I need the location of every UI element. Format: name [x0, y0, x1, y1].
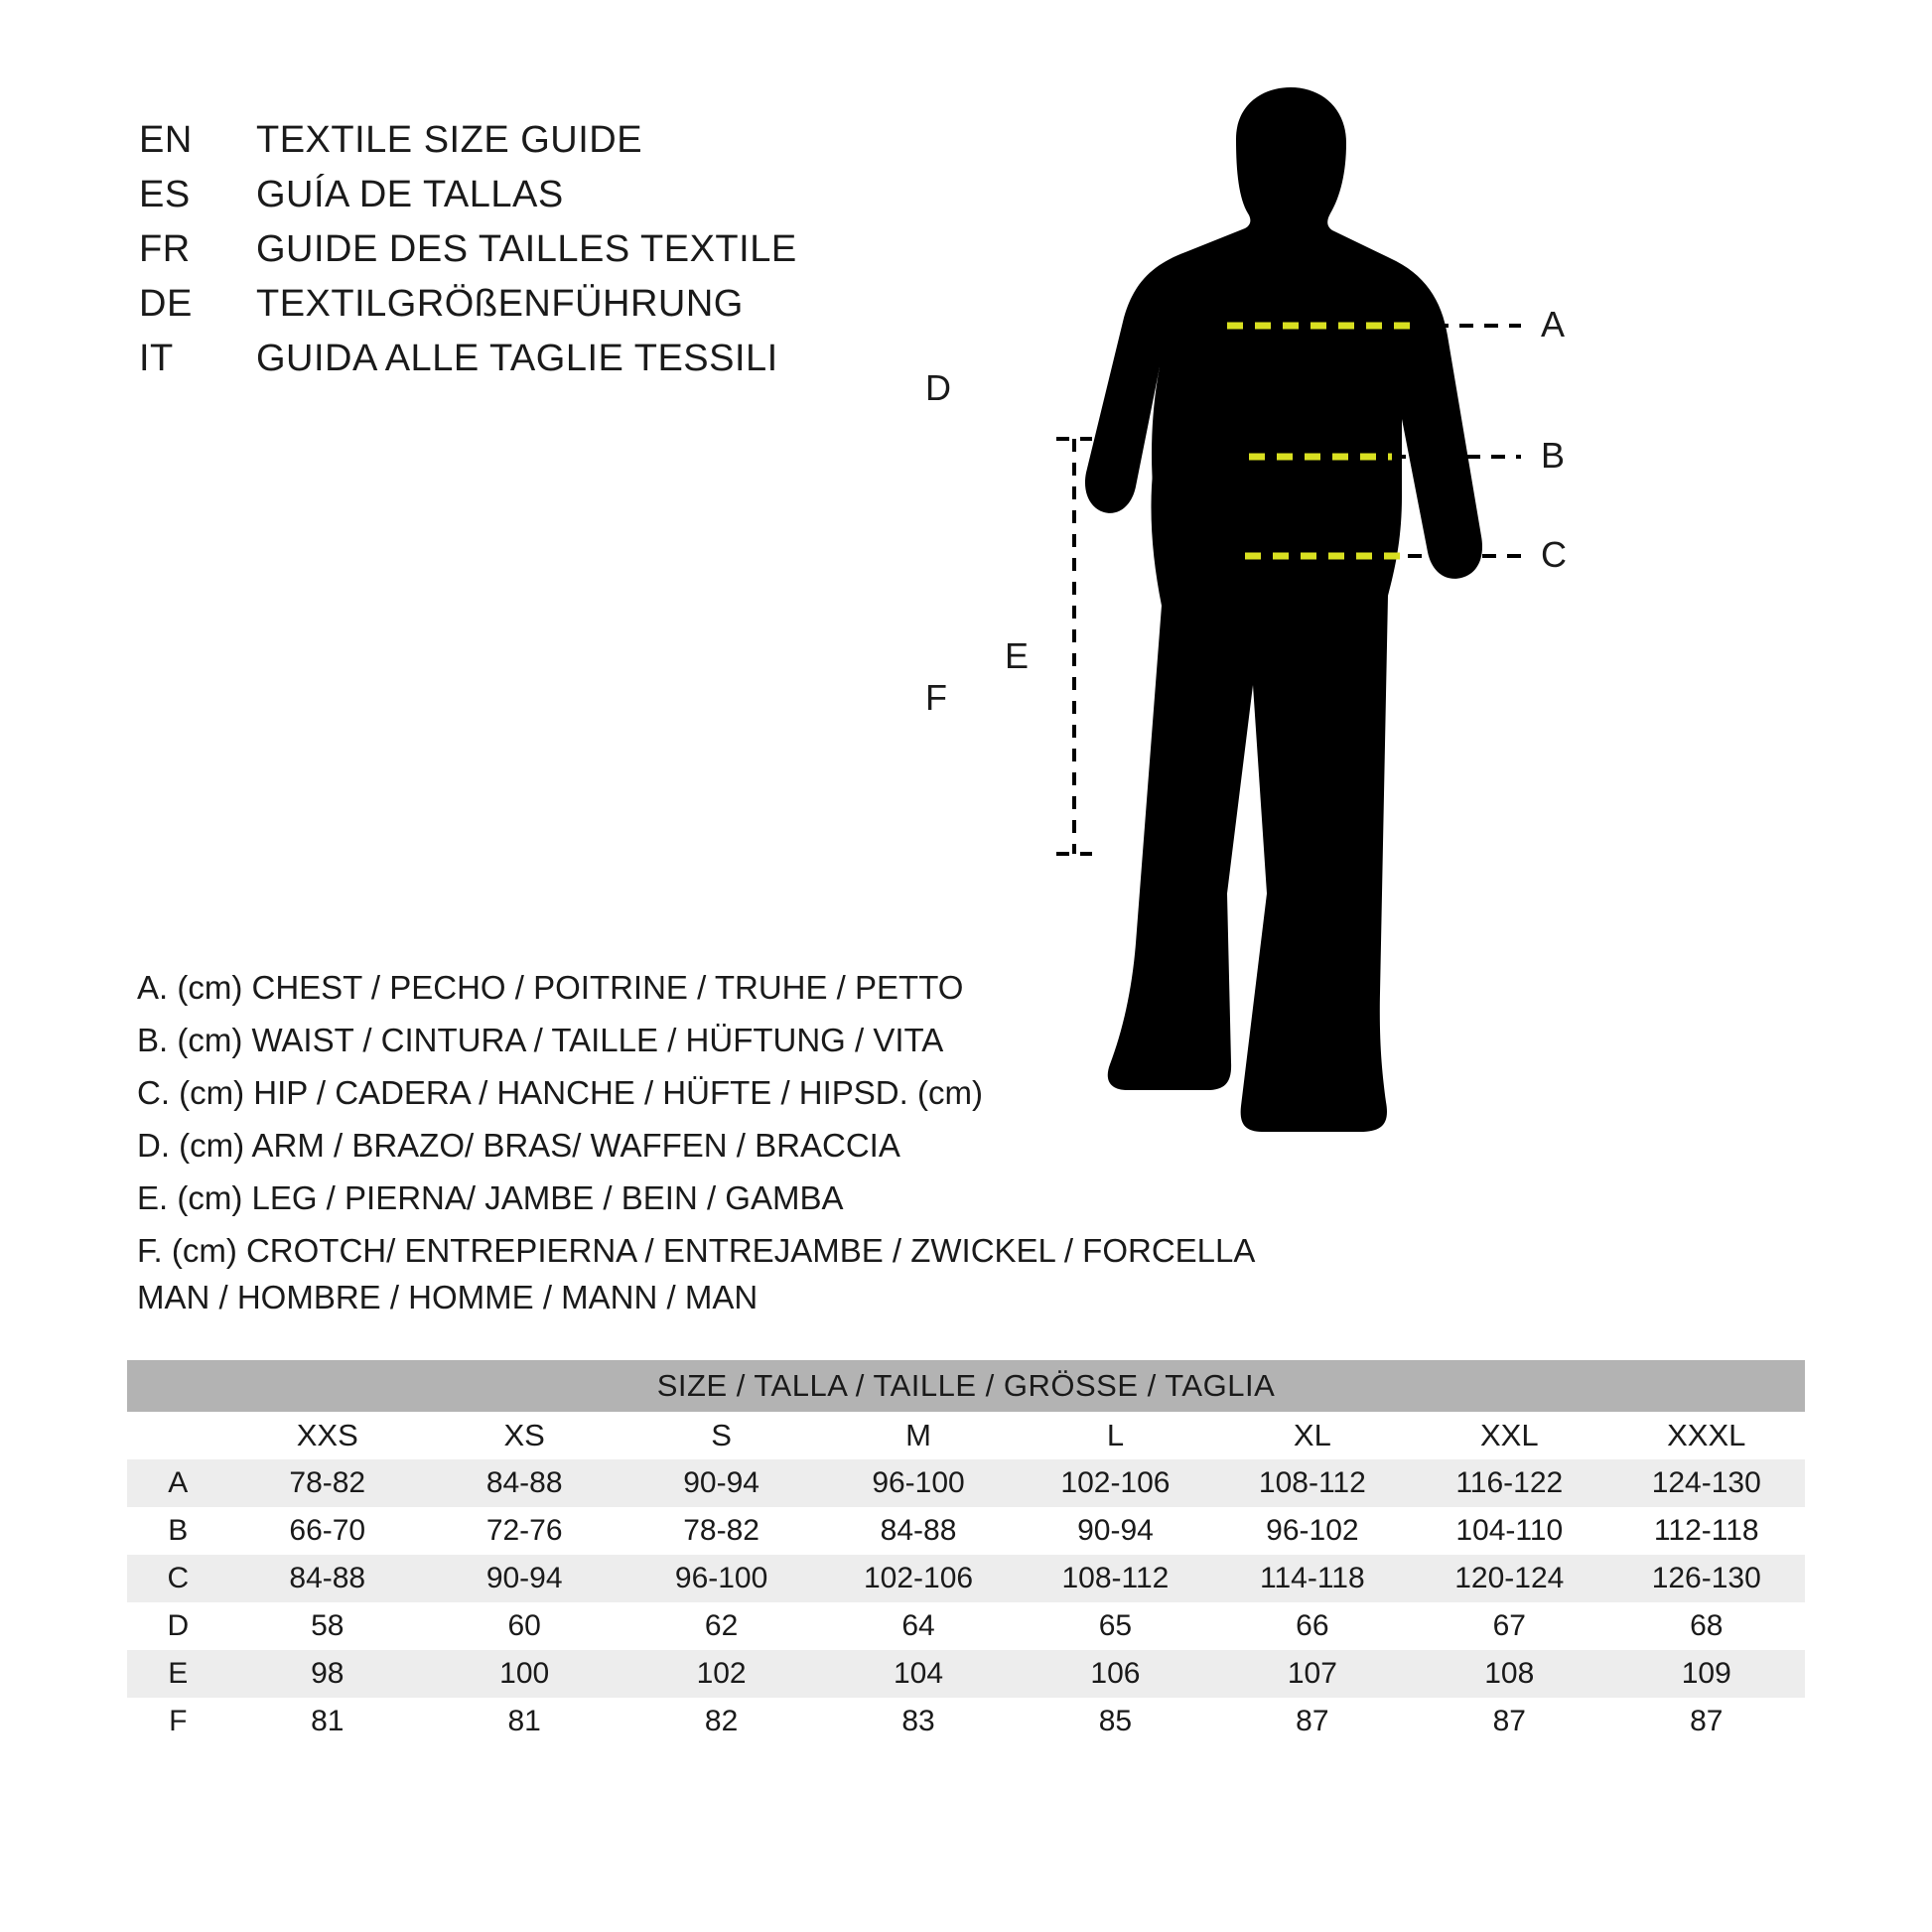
table-cell: 102-106: [1017, 1459, 1213, 1507]
title-block: [139, 119, 913, 392]
title-text: GUÍA DE TALLAS: [256, 174, 564, 215]
size-header-cell: XS: [426, 1412, 622, 1459]
table-cell: 124-130: [1608, 1459, 1806, 1507]
table-cell: 114-118: [1214, 1555, 1411, 1602]
legend-item: E. (cm) LEG / PIERNA/ JAMBE / BEIN / GAMBA: [137, 1179, 844, 1216]
table-cell: 106: [1017, 1650, 1213, 1698]
table-cell: 67: [1411, 1602, 1607, 1650]
table-cell: 120-124: [1411, 1555, 1607, 1602]
title-lang-code: EN: [139, 119, 193, 161]
size-header-cell: XXL: [1411, 1412, 1607, 1459]
size-table: [127, 1360, 1805, 1745]
size-table-wrapper: [127, 1360, 1805, 1745]
legend-item: B. (cm) WAIST / CINTURA / TAILLE / HÜFTUNG / VITA: [137, 1022, 944, 1058]
table-cell: 107: [1214, 1650, 1411, 1698]
table-cell: 64: [820, 1602, 1017, 1650]
title-lang-code: FR: [139, 228, 191, 270]
table-cell: 87: [1608, 1698, 1806, 1745]
table-cell: 81: [426, 1698, 622, 1745]
size-header-cell: XXS: [229, 1412, 426, 1459]
table-row: [127, 1602, 1805, 1650]
table-cell: 90-94: [426, 1555, 622, 1602]
table-row: [127, 1650, 1805, 1698]
table-row: [127, 1507, 1805, 1555]
title-row: [139, 228, 913, 271]
table-cell: 87: [1214, 1698, 1411, 1745]
table-cell: 98: [229, 1650, 426, 1698]
table-cell: 109: [1608, 1650, 1806, 1698]
table-cell: 66-70: [229, 1507, 426, 1555]
row-label: C: [127, 1555, 229, 1602]
callout-label-a: A: [1541, 304, 1566, 345]
title-text: TEXTILGRÖßENFÜHRUNG: [256, 283, 744, 325]
table-cell: 104-110: [1411, 1507, 1607, 1555]
row-label: F: [127, 1698, 229, 1745]
title-row: [139, 119, 913, 162]
row-label: A: [127, 1459, 229, 1507]
table-header-title: SIZE / TALLA / TAILLE / GRÖSSE / TAGLIA: [656, 1368, 1276, 1403]
table-cell: 85: [1017, 1698, 1213, 1745]
table-cell: 90-94: [622, 1459, 819, 1507]
title-row: [139, 174, 913, 216]
table-cell: 108-112: [1214, 1459, 1411, 1507]
table-cell: 78-82: [622, 1507, 819, 1555]
table-cell: 78-82: [229, 1459, 426, 1507]
size-header-cell: L: [1017, 1412, 1213, 1459]
size-header-cell: XXXL: [1608, 1412, 1806, 1459]
row-label: E: [127, 1650, 229, 1698]
title-text: GUIDE DES TAILLES TEXTILE: [256, 228, 797, 270]
table-cell: 108-112: [1017, 1555, 1213, 1602]
size-header-cell: S: [622, 1412, 819, 1459]
gender-label: MAN / HOMBRE / HOMME / MANN / MAN: [137, 1279, 759, 1315]
table-cell: 81: [229, 1698, 426, 1745]
legend-block: [137, 969, 1256, 1287]
title-row: [139, 338, 913, 380]
table-cell: 96-100: [820, 1459, 1017, 1507]
table-cell: 60: [426, 1602, 622, 1650]
table-cell: 84-88: [820, 1507, 1017, 1555]
table-cell: 100: [426, 1650, 622, 1698]
size-header-cell: M: [820, 1412, 1017, 1459]
dimension-label-d: D: [925, 367, 951, 408]
table-cell: 96-100: [622, 1555, 819, 1602]
size-header-cell: XL: [1214, 1412, 1411, 1459]
table-cell: 68: [1608, 1602, 1806, 1650]
table-cell: 87: [1411, 1698, 1607, 1745]
dimension-label-e: E: [1005, 635, 1030, 676]
table-cell: 96-102: [1214, 1507, 1411, 1555]
title-text: TEXTILE SIZE GUIDE: [256, 119, 643, 161]
row-label: B: [127, 1507, 229, 1555]
table-cell: 66: [1214, 1602, 1411, 1650]
table-cell: 126-130: [1608, 1555, 1806, 1602]
table-row: [127, 1459, 1805, 1507]
table-size-row: [127, 1412, 1805, 1459]
table-cell: 72-76: [426, 1507, 622, 1555]
table-row: [127, 1698, 1805, 1745]
table-cell: 104: [820, 1650, 1017, 1698]
legend-item: D. (cm) ARM / BRAZO/ BRAS/ WAFFEN / BRACCIA: [137, 1127, 900, 1164]
table-cell: 62: [622, 1602, 819, 1650]
table-cell: 108: [1411, 1650, 1607, 1698]
legend-item: C. (cm) HIP / CADERA / HANCHE / HÜFTE / HIPSD. (cm): [137, 1074, 983, 1111]
table-cell: 58: [229, 1602, 426, 1650]
title-text: GUIDA ALLE TAGLIE TESSILI: [256, 338, 778, 379]
title-lang-code: DE: [139, 283, 193, 325]
table-cell: 102: [622, 1650, 819, 1698]
callout-label-c: C: [1541, 534, 1567, 575]
title-lang-code: IT: [139, 338, 174, 379]
title-row: [139, 283, 913, 326]
table-row: [127, 1555, 1805, 1602]
dimension-label-f: F: [925, 677, 947, 718]
table-cell: 83: [820, 1698, 1017, 1745]
title-lang-code: ES: [139, 174, 191, 215]
table-cell: 65: [1017, 1602, 1213, 1650]
table-header-row: [127, 1360, 1805, 1412]
table-cell: 116-122: [1411, 1459, 1607, 1507]
legend-item: F. (cm) CROTCH/ ENTREPIERNA / ENTREJAMBE / ZWICKEL / FORCELLA: [137, 1232, 1256, 1269]
table-cell: 82: [622, 1698, 819, 1745]
table-cell: 102-106: [820, 1555, 1017, 1602]
table-corner-cell: [127, 1412, 229, 1459]
row-label: D: [127, 1602, 229, 1650]
table-cell: 90-94: [1017, 1507, 1213, 1555]
table-cell: 112-118: [1608, 1507, 1806, 1555]
callout-label-b: B: [1541, 435, 1566, 476]
legend-item: A. (cm) CHEST / PECHO / POITRINE / TRUHE / PETTO: [137, 969, 964, 1006]
table-cell: 84-88: [229, 1555, 426, 1602]
table-cell: 84-88: [426, 1459, 622, 1507]
